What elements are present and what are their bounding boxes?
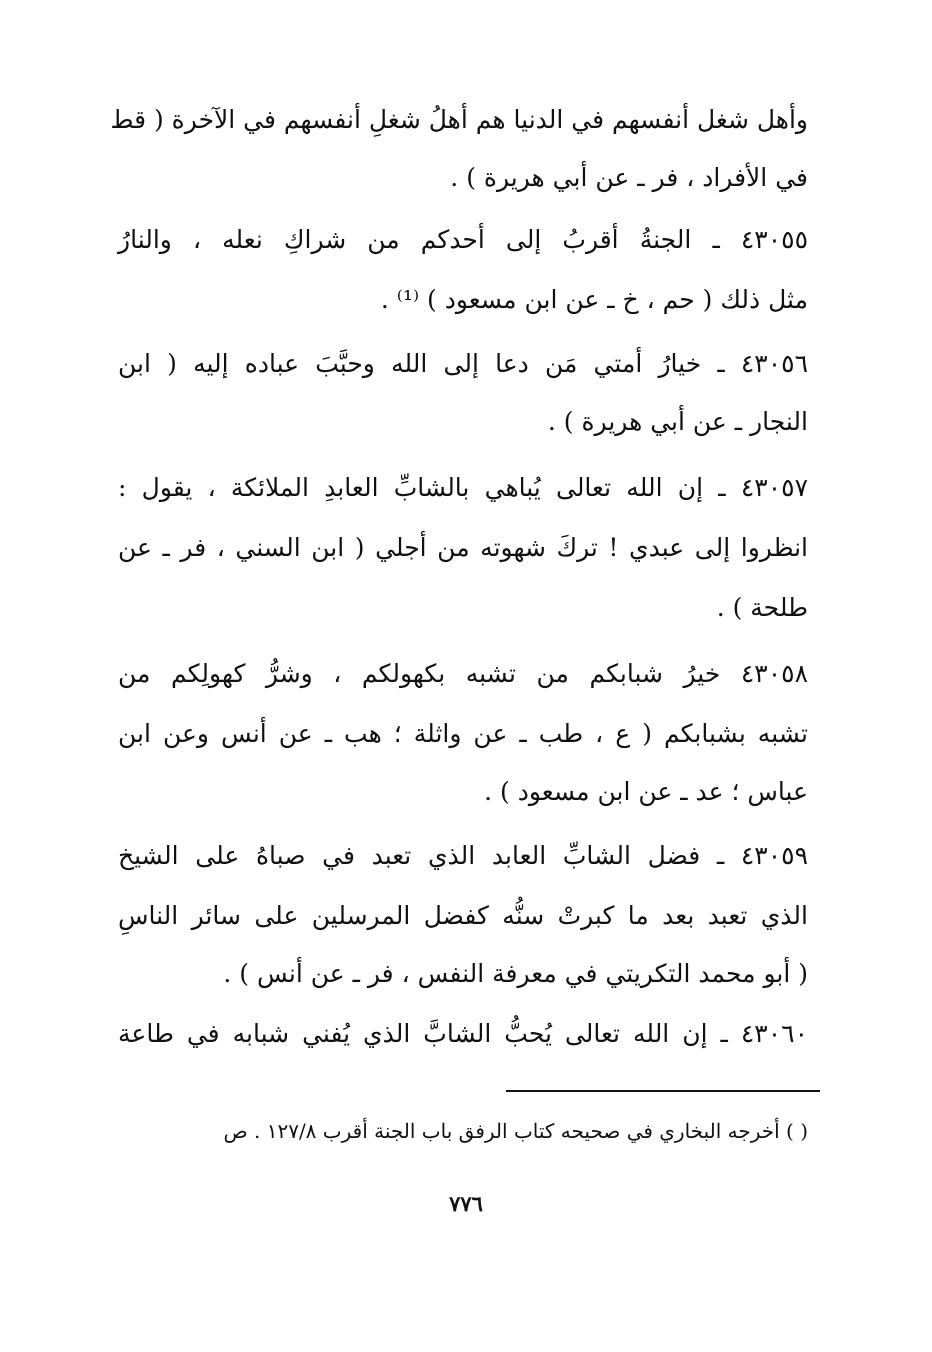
text-line-2: في الأفراد ، فر ـ عن أبي هريرة ) . xyxy=(450,163,808,192)
hadith-43060-line-1: ٤٣٠٦٠ ـ إن الله تعالى يُحبُّ الشابَّ الذي يُفني شبابه في طاعة xyxy=(118,1019,808,1048)
footnote: ( ) أخرجه البخاري في صحيحه كتاب الرفق باب الجنة أقرب ١٢٧/٨ . ص xyxy=(223,1119,808,1143)
hadith-43058-line-2: تشبه بشبابكم ( ع ، طب ـ عن واثلة ؛ هب ـ عن أنس وعن ابن xyxy=(118,719,808,748)
hadith-43059-line-1: ٤٣٠٥٩ ـ فضل الشابِّ العابد الذي تعبد في صباهُ على الشيخ xyxy=(118,841,808,870)
hadith-43057-line-2: انظروا إلى عبدي ! تركَ شهوته من أجلي ( ابن السني ، فر ـ عن xyxy=(118,533,808,562)
hadith-43057-line-1: ٤٣٠٥٧ ـ إن الله تعالى يُباهي بالشابِّ العابدِ الملائكة ، يقول : xyxy=(118,473,808,502)
hadith-43055-line-2: مثل ذلك ( حم ، خ ـ عن ابن مسعود ) ⁽¹⁾ . xyxy=(380,285,808,314)
text-line-1: وأهل شغل أنفسهم في الدنيا هم أهلُ شغلِ أنفسهم في الآخرة ( قط xyxy=(110,105,808,134)
hadith-43059-line-2: الذي تعبد بعد ما كبرتْ سنُّه كفضل المرسلين على سائر الناسِ xyxy=(118,901,808,930)
page-number: ٧٧٦ xyxy=(449,1191,483,1216)
footnote-divider xyxy=(506,1090,820,1092)
hadith-43057-line-3: طلحة ) . xyxy=(716,593,808,622)
hadith-43055-line-1: ٤٣٠٥٥ ـ الجنةُ أقربُ إلى أحدكم من شراكِ نعله ، والنارُ xyxy=(118,225,808,254)
hadith-43058-line-1: ٤٣٠٥٨ خيرُ شبابكم من تشبه بكهولكم ، وشرُّ كهولِكم من xyxy=(118,659,808,688)
hadith-43056-line-2: النجار ـ عن أبي هريرة ) . xyxy=(547,407,808,436)
hadith-43058-line-3: عباس ؛ عد ـ عن ابن مسعود ) . xyxy=(484,777,808,806)
hadith-43056-line-1: ٤٣٠٥٦ ـ خيارُ أمتي مَن دعا إلى الله وحبَّبَ عباده إليه ( ابن xyxy=(118,349,808,378)
hadith-43059-line-3: ( أبو محمد التكريتي في معرفة النفس ، فر ـ عن أنس ) . xyxy=(223,959,808,988)
